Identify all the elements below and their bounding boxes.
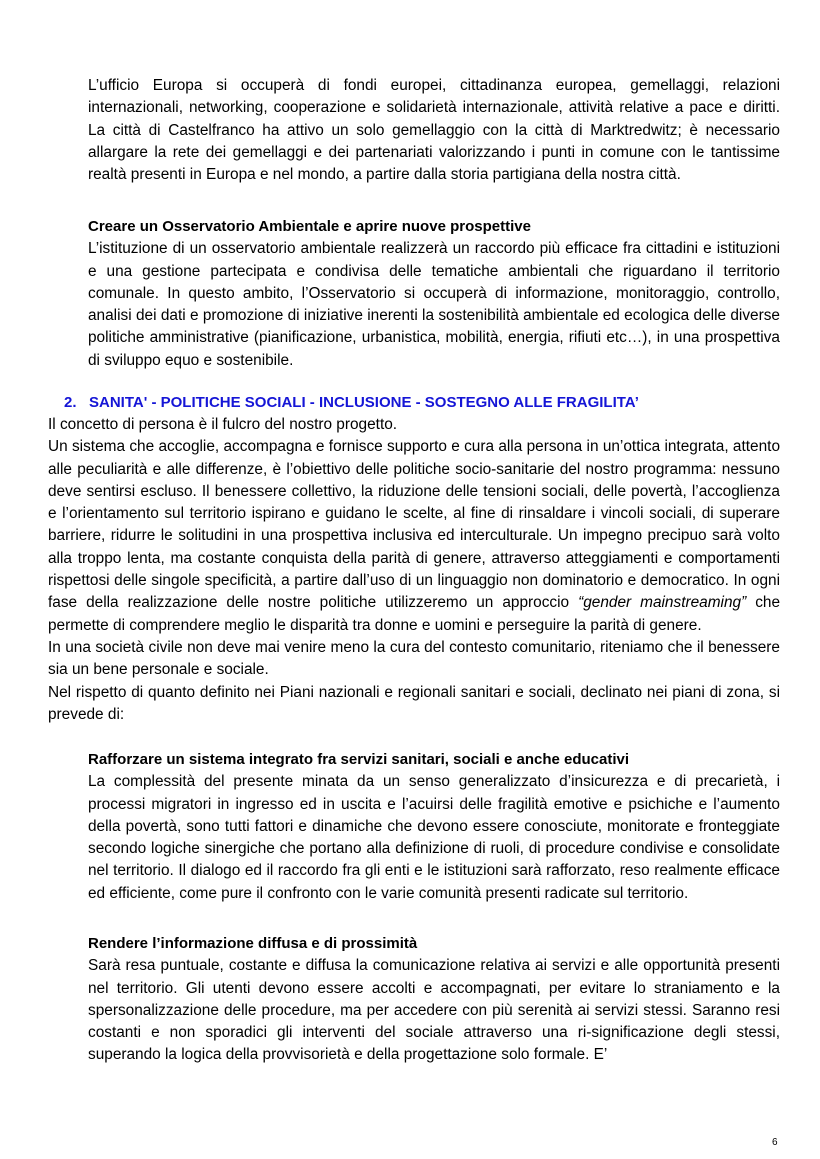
information-paragraph: Sarà resa puntuale, costante e diffusa la comunicazione relativa ai servizi e alle opportunità presenti nel territorio. Gli utenti devono essere accolti e accompagnati, per evitare lo straniamento e la spersonalizzazione delle procedure, ma per accedere con più serenità ai servizi stessi. Saranno resi costanti e non sporadici gli interventi del sociale attraverso una ri-significazione degli stessi, superando la logica della provvisorietà e della progettazione solo formale. E’ xyxy=(88,957,780,1064)
integrated-system-heading: Rafforzare un sistema integrato fra servizi sanitari, sociali e anche educativi xyxy=(88,751,630,768)
section-2-heading xyxy=(48,392,780,414)
information-heading: Rendere l’informazione diffusa e di prossimità xyxy=(88,935,418,952)
section-2-title: SANITA' - POLITICHE SOCIALI - INCLUSIONE - SOSTEGNO ALLE FRAGILITA’ xyxy=(89,394,639,411)
section-2-number: 2. xyxy=(64,394,77,411)
information-block xyxy=(88,933,780,1067)
page-number: 6 xyxy=(772,1137,778,1148)
section-2-paragraph-1: Un sistema che accoglie, accompagna e fornisce supporto e cura alla persona in un’ottica integrata, attento alle peculiarità e alle differenze, è l’obiettivo delle politiche socio-sanitarie del nostro programma: nessuno deve sentirsi escluso. Il benessere collettivo, la riduzione delle tensioni sociali, delle povertà, l’accoglienza e l’orientamento sul territorio ispirano e guidano le scelte, al fine di rinsaldare i vincoli sociali, di superare barriere, ridurre le solitudini in una prospettiva inclusiva ed interculturale. Un impegno precipuo sarà volto alla troppo lenta, ma costante conquista della parità di genere, attraverso atteggiamenti e comportamenti rispettosi delle singole specificità, a partire dall’uso di un linguaggio non dominatorio e democratico. In ogni fase della realizzazione delle nostre politiche utilizzeremo un approccio “gender mainstreaming” che permette di comprendere meglio le disparità tra donne e uomini e perseguire la parità di genere. xyxy=(48,438,781,634)
section-2-intro: Il concetto di persona è il fulcro del nostro progetto. xyxy=(48,416,398,433)
europe-office-paragraph: L’ufficio Europa si occuperà di fondi europei, cittadinanza europea, gemellaggi, relazioni internazionali, networking, cooperazione e solidarietà internazionale, attività relative a pace e diritti. La città di Castelfranco ha attivo un solo gemellaggio con la città di Marktredwitz; è necessario allargare la rete dei gemellaggi e dei partenariati valorizzando i punti in comune con le tantissime realtà presenti in Europa e nel mondo, a partire dalla storia partigiana della nostra città. xyxy=(88,77,780,184)
gender-mainstreaming-term: “gender mainstreaming” xyxy=(578,594,747,612)
integrated-system-block xyxy=(88,749,780,905)
environment-observatory-heading: Creare un Osservatorio Ambientale e aprire nuove prospettive xyxy=(88,218,531,235)
europe-office-block xyxy=(88,75,780,186)
section-2 xyxy=(48,392,780,726)
environment-observatory-block xyxy=(88,216,780,372)
section-2-paragraph-3: Nel rispetto di quanto definito nei Piani nazionali e regionali sanitari e sociali, declinato nei piani di zona, si prevede di: xyxy=(48,683,780,723)
environment-observatory-paragraph: L’istituzione di un osservatorio ambientale realizzerà un raccordo più efficace fra cittadini e istituzioni e una gestione partecipata e condivisa delle tematiche ambientali che riguardano il territorio comunale. In questo ambito, l’Osservatorio si occuperà di informazione, monitoraggio, controllo, analisi dei dati e promozione di iniziative inerenti la sostenibilità ambientale ed ecologica delle diverse politiche amministrative (pianificazione, urbanistica, mobilità, energia, rifiuti etc…), in una prospettiva di sviluppo equo e sostenibile. xyxy=(88,240,780,369)
section-2-paragraph-2: In una società civile non deve mai venire meno la cura del contesto comunitario, riteniamo che il benessere sia un bene personale e sociale. xyxy=(48,638,780,679)
integrated-system-paragraph: La complessità del presente minata da un senso generalizzato d’insicurezza e di precarietà, i processi migratori in ingresso ed in uscita e l’acuirsi delle fragilità emotive e psichiche e l’aumento della povertà, sono tutti fattori e dinamiche che devono essere conosciute, monitorate e fronteggiate secondo logiche sinergiche che portano alla definizione di ruoli, di procedure condivise e consolidate nel territorio. Il dialogo ed il raccordo fra gli enti e le istituzioni sarà rafforzato, reso realmente efficace ed efficiente, come pure il confronto con le varie comunità presenti radicate sul territorio. xyxy=(88,773,780,902)
